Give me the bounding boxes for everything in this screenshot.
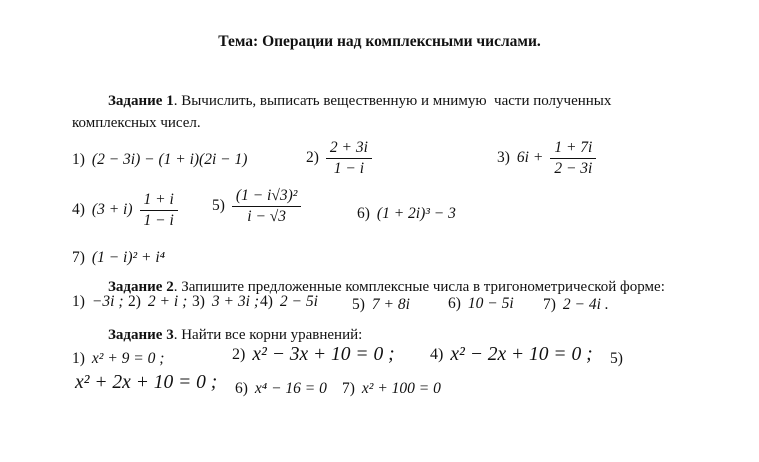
item-label: 1) <box>72 293 85 310</box>
math-equation: x² + 9 = 0 ; <box>91 350 165 367</box>
task1-item-7 <box>72 249 165 267</box>
task2-item-1 <box>72 293 123 311</box>
item-label: 2) <box>306 149 319 167</box>
task1-intro-text: . Вычислить, выписать вещественную и мнимую части полученных комплексных чисел. <box>72 93 616 131</box>
item-label: 2) <box>232 346 246 364</box>
math-expression: (1 + 2i)³ − 3 <box>376 205 456 222</box>
task1-intro <box>72 90 666 134</box>
item-label: 5) <box>352 296 365 313</box>
math-equation: x² + 2x + 10 = 0 ; <box>75 372 218 393</box>
item-label: 7) <box>342 380 355 397</box>
task2-item-6 <box>448 295 514 313</box>
math-equation: x² + 100 = 0 <box>361 380 441 397</box>
item-label: 4) <box>430 346 444 364</box>
task3-item-7 <box>342 380 441 398</box>
math-expression: 2 + i ; <box>147 293 188 310</box>
task2-item-2 <box>128 293 187 311</box>
item-label: 2) <box>128 293 141 310</box>
math-expression: −3i ; <box>91 293 124 310</box>
fraction-denominator: 2 − 3i <box>550 158 596 178</box>
task2-item-4 <box>260 293 318 311</box>
task1-item-5 <box>212 187 301 226</box>
item-label: 6) <box>448 295 461 312</box>
item-label: 4) <box>72 201 85 219</box>
fraction <box>232 187 302 226</box>
math-expression: (2 − 3i) − (1 + i)(2i − 1) <box>91 151 248 168</box>
item-label: 7) <box>543 296 556 313</box>
task3-item-5-equation <box>75 372 217 394</box>
math-expression: 2 − 4i . <box>562 296 609 313</box>
math-expression: 7 + 8i <box>371 296 410 313</box>
fraction-numerator: (1 − i√3)² <box>235 187 298 204</box>
item-label: 1) <box>72 350 85 367</box>
task2-item-7 <box>543 296 609 314</box>
task2-item-3 <box>192 293 259 311</box>
math-equation: x² − 3x + 10 = 0 ; <box>252 344 395 365</box>
math-expression: 10 − 5i <box>467 295 514 312</box>
fraction-numerator: 2 + 3i <box>329 139 368 156</box>
fraction <box>550 139 596 178</box>
fraction-denominator: 1 − i <box>140 210 178 230</box>
task3-intro-text: . Найти все корни уравнений: <box>173 327 363 343</box>
fraction-numerator: 1 + i <box>143 191 174 208</box>
task1-item-2 <box>306 139 372 178</box>
task1-item-6 <box>357 205 456 223</box>
item-label: 5) <box>610 350 623 367</box>
task3-intro <box>72 324 736 346</box>
item-label: 6) <box>357 205 370 222</box>
task3-item-6 <box>235 380 327 398</box>
task1-label: Задание 1 <box>108 93 174 109</box>
task1-item-4 <box>72 191 178 230</box>
item-label: 7) <box>72 249 85 266</box>
task1-item-3 <box>497 139 596 178</box>
page-title: Тема: Операции над комплексными числами. <box>218 33 541 50</box>
fraction <box>140 191 178 230</box>
task1-item-1 <box>72 151 247 169</box>
math-expression: (1 − i)² + i⁴ <box>91 249 166 266</box>
item-label: 1) <box>72 151 85 168</box>
task3-item-4 <box>430 344 593 366</box>
fraction-numerator: 1 + 7i <box>554 139 593 156</box>
math-equation: x⁴ − 16 = 0 <box>254 380 327 397</box>
math-expression: 2 − 5i <box>279 293 318 310</box>
fraction-denominator: i − √3 <box>232 206 302 226</box>
item-label: 3) <box>192 293 205 310</box>
task2-label: Задание 2 <box>108 279 174 295</box>
math-equation: x² − 2x + 10 = 0 ; <box>450 344 593 365</box>
item-label: 3) <box>497 149 510 167</box>
fraction <box>326 139 372 178</box>
task3-item-1 <box>72 350 164 368</box>
item-label: 6) <box>235 380 248 397</box>
fraction-denominator: 1 − i <box>326 158 372 178</box>
item-label: 5) <box>212 197 225 215</box>
task3-item-2 <box>232 344 395 366</box>
math-prefix: (3 + i) <box>91 201 133 219</box>
math-prefix: 6i + <box>516 149 544 167</box>
item-label: 4) <box>260 293 273 310</box>
task3-label: Задание 3 <box>108 327 174 343</box>
task3-item-5-label <box>610 350 630 368</box>
task2-intro-text: . Запишите предложенные комплексные числа в тригонометрической форме: <box>173 279 665 295</box>
task2-item-5 <box>352 296 410 314</box>
math-expression: 3 + 3i ; <box>211 293 259 310</box>
